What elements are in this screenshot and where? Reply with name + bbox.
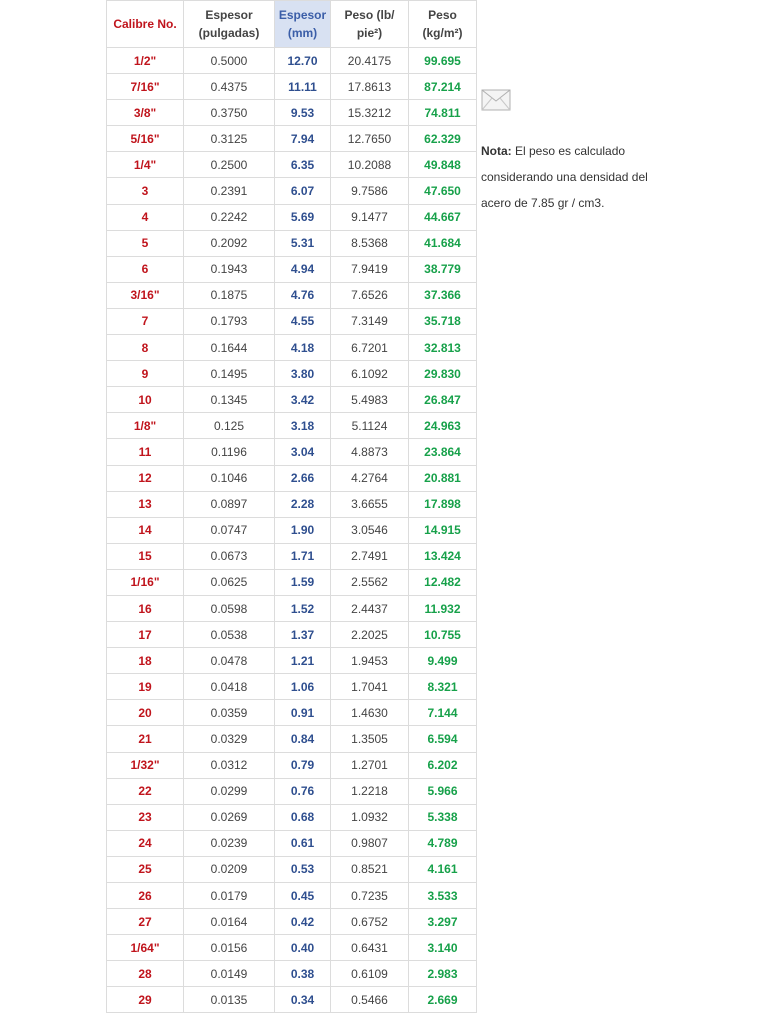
table-row bbox=[107, 126, 477, 152]
cell-weight-kg: 49.848 bbox=[409, 152, 477, 178]
cell-thickness-in: 0.1495 bbox=[184, 361, 275, 387]
cell-thickness-in: 0.1196 bbox=[184, 439, 275, 465]
cell-weight-lb: 5.4983 bbox=[331, 387, 409, 413]
cell-weight-kg: 47.650 bbox=[409, 178, 477, 204]
cell-weight-lb: 1.9453 bbox=[331, 648, 409, 674]
cell-weight-lb: 9.7586 bbox=[331, 178, 409, 204]
table-row bbox=[107, 595, 477, 621]
cell-weight-lb: 2.7491 bbox=[331, 543, 409, 569]
cell-gauge: 23 bbox=[107, 804, 184, 830]
cell-weight-lb: 17.8613 bbox=[331, 74, 409, 100]
cell-thickness-mm: 2.66 bbox=[275, 465, 331, 491]
cell-weight-kg: 87.214 bbox=[409, 74, 477, 100]
table-row bbox=[107, 517, 477, 543]
cell-gauge: 7 bbox=[107, 308, 184, 334]
cell-thickness-mm: 0.34 bbox=[275, 987, 331, 1013]
cell-weight-kg: 35.718 bbox=[409, 308, 477, 334]
cell-thickness-mm: 7.94 bbox=[275, 126, 331, 152]
cell-gauge: 1/2" bbox=[107, 48, 184, 74]
cell-thickness-in: 0.5000 bbox=[184, 48, 275, 74]
cell-weight-lb: 10.2088 bbox=[331, 152, 409, 178]
cell-thickness-mm: 0.53 bbox=[275, 856, 331, 882]
cell-thickness-mm: 1.59 bbox=[275, 569, 331, 595]
cell-weight-lb: 6.1092 bbox=[331, 361, 409, 387]
cell-thickness-in: 0.2391 bbox=[184, 178, 275, 204]
density-note bbox=[481, 138, 671, 216]
cell-thickness-in: 0.1644 bbox=[184, 335, 275, 361]
cell-thickness-mm: 9.53 bbox=[275, 100, 331, 126]
cell-gauge: 26 bbox=[107, 883, 184, 909]
cell-thickness-mm: 0.91 bbox=[275, 700, 331, 726]
cell-weight-lb: 7.3149 bbox=[331, 308, 409, 334]
header-thickness-in-line1: Espesor bbox=[205, 8, 253, 22]
table-row bbox=[107, 883, 477, 909]
cell-weight-kg: 26.847 bbox=[409, 387, 477, 413]
cell-thickness-in: 0.1345 bbox=[184, 387, 275, 413]
table-row bbox=[107, 335, 477, 361]
cell-weight-lb: 0.5466 bbox=[331, 987, 409, 1013]
cell-weight-lb: 4.8873 bbox=[331, 439, 409, 465]
cell-thickness-mm: 0.76 bbox=[275, 778, 331, 804]
cell-weight-kg: 17.898 bbox=[409, 491, 477, 517]
cell-weight-lb: 0.6752 bbox=[331, 909, 409, 935]
cell-thickness-in: 0.0269 bbox=[184, 804, 275, 830]
cell-weight-kg: 3.297 bbox=[409, 909, 477, 935]
table-row bbox=[107, 152, 477, 178]
table-row bbox=[107, 48, 477, 74]
cell-thickness-mm: 0.38 bbox=[275, 961, 331, 987]
cell-gauge: 18 bbox=[107, 648, 184, 674]
cell-weight-lb: 0.9807 bbox=[331, 830, 409, 856]
cell-thickness-in: 0.2092 bbox=[184, 230, 275, 256]
cell-thickness-in: 0.1793 bbox=[184, 308, 275, 334]
cell-weight-lb: 0.7235 bbox=[331, 883, 409, 909]
cell-gauge: 27 bbox=[107, 909, 184, 935]
cell-weight-lb: 2.2025 bbox=[331, 622, 409, 648]
cell-thickness-mm: 4.55 bbox=[275, 308, 331, 334]
cell-gauge: 3 bbox=[107, 178, 184, 204]
table-row bbox=[107, 230, 477, 256]
table-row bbox=[107, 569, 477, 595]
cell-thickness-mm: 1.71 bbox=[275, 543, 331, 569]
table-row bbox=[107, 700, 477, 726]
cell-weight-lb: 3.0546 bbox=[331, 517, 409, 543]
cell-gauge: 11 bbox=[107, 439, 184, 465]
cell-thickness-in: 0.0149 bbox=[184, 961, 275, 987]
table-row bbox=[107, 752, 477, 778]
table-row bbox=[107, 726, 477, 752]
cell-thickness-mm: 5.31 bbox=[275, 230, 331, 256]
table-row bbox=[107, 100, 477, 126]
cell-gauge: 25 bbox=[107, 856, 184, 882]
cell-thickness-mm: 0.45 bbox=[275, 883, 331, 909]
cell-gauge: 4 bbox=[107, 204, 184, 230]
cell-thickness-mm: 12.70 bbox=[275, 48, 331, 74]
mail-icon[interactable] bbox=[481, 89, 511, 111]
cell-weight-lb: 9.1477 bbox=[331, 204, 409, 230]
cell-weight-lb: 8.5368 bbox=[331, 230, 409, 256]
cell-thickness-mm: 1.21 bbox=[275, 648, 331, 674]
cell-thickness-mm: 1.37 bbox=[275, 622, 331, 648]
cell-weight-kg: 29.830 bbox=[409, 361, 477, 387]
cell-weight-lb: 5.1124 bbox=[331, 413, 409, 439]
cell-gauge: 1/64" bbox=[107, 935, 184, 961]
cell-weight-lb: 1.2701 bbox=[331, 752, 409, 778]
cell-gauge: 20 bbox=[107, 700, 184, 726]
cell-weight-kg: 2.669 bbox=[409, 987, 477, 1013]
cell-gauge: 12 bbox=[107, 465, 184, 491]
cell-weight-kg: 12.482 bbox=[409, 569, 477, 595]
table-row bbox=[107, 178, 477, 204]
cell-thickness-mm: 4.76 bbox=[275, 282, 331, 308]
header-weight-kg bbox=[409, 1, 477, 48]
cell-gauge: 17 bbox=[107, 622, 184, 648]
cell-weight-kg: 10.755 bbox=[409, 622, 477, 648]
cell-thickness-mm: 2.28 bbox=[275, 491, 331, 517]
table-row bbox=[107, 987, 477, 1013]
cell-thickness-in: 0.0598 bbox=[184, 595, 275, 621]
table-row bbox=[107, 674, 477, 700]
cell-weight-lb: 20.4175 bbox=[331, 48, 409, 74]
table-row bbox=[107, 622, 477, 648]
cell-gauge: 5/16" bbox=[107, 126, 184, 152]
cell-weight-kg: 74.811 bbox=[409, 100, 477, 126]
header-thickness-mm-line1: Espesor bbox=[278, 8, 327, 22]
cell-weight-kg: 14.915 bbox=[409, 517, 477, 543]
cell-gauge: 29 bbox=[107, 987, 184, 1013]
header-row bbox=[107, 1, 477, 48]
cell-weight-kg: 5.338 bbox=[409, 804, 477, 830]
cell-gauge: 1/8" bbox=[107, 413, 184, 439]
table-row bbox=[107, 256, 477, 282]
cell-thickness-mm: 0.84 bbox=[275, 726, 331, 752]
cell-weight-kg: 32.813 bbox=[409, 335, 477, 361]
header-thickness-mm-line2: (mm) bbox=[287, 26, 318, 40]
table-body bbox=[107, 48, 477, 1013]
cell-weight-lb: 4.2764 bbox=[331, 465, 409, 491]
cell-weight-kg: 37.366 bbox=[409, 282, 477, 308]
cell-weight-lb: 0.8521 bbox=[331, 856, 409, 882]
cell-thickness-in: 0.0299 bbox=[184, 778, 275, 804]
cell-weight-lb: 0.6431 bbox=[331, 935, 409, 961]
cell-thickness-in: 0.1046 bbox=[184, 465, 275, 491]
table-row bbox=[107, 439, 477, 465]
cell-gauge: 1/4" bbox=[107, 152, 184, 178]
cell-thickness-mm: 0.40 bbox=[275, 935, 331, 961]
cell-thickness-mm: 1.06 bbox=[275, 674, 331, 700]
cell-gauge: 13 bbox=[107, 491, 184, 517]
cell-weight-kg: 9.499 bbox=[409, 648, 477, 674]
cell-thickness-in: 0.1875 bbox=[184, 282, 275, 308]
table-row bbox=[107, 74, 477, 100]
cell-weight-kg: 20.881 bbox=[409, 465, 477, 491]
cell-weight-kg: 11.932 bbox=[409, 595, 477, 621]
cell-thickness-mm: 0.79 bbox=[275, 752, 331, 778]
cell-gauge: 6 bbox=[107, 256, 184, 282]
cell-thickness-in: 0.0164 bbox=[184, 909, 275, 935]
cell-thickness-mm: 6.35 bbox=[275, 152, 331, 178]
cell-thickness-in: 0.0538 bbox=[184, 622, 275, 648]
header-thickness-mm bbox=[275, 1, 331, 48]
header-gauge-label: Calibre No. bbox=[113, 17, 177, 31]
cell-thickness-in: 0.0673 bbox=[184, 543, 275, 569]
cell-gauge: 5 bbox=[107, 230, 184, 256]
cell-thickness-in: 0.0312 bbox=[184, 752, 275, 778]
cell-gauge: 7/16" bbox=[107, 74, 184, 100]
table-row bbox=[107, 909, 477, 935]
cell-gauge: 10 bbox=[107, 387, 184, 413]
table-row bbox=[107, 935, 477, 961]
cell-weight-kg: 2.983 bbox=[409, 961, 477, 987]
cell-thickness-mm: 3.42 bbox=[275, 387, 331, 413]
cell-weight-kg: 99.695 bbox=[409, 48, 477, 74]
cell-gauge: 3/8" bbox=[107, 100, 184, 126]
cell-thickness-mm: 3.80 bbox=[275, 361, 331, 387]
table-row bbox=[107, 387, 477, 413]
table-row bbox=[107, 543, 477, 569]
cell-weight-lb: 1.3505 bbox=[331, 726, 409, 752]
table-row bbox=[107, 491, 477, 517]
cell-weight-lb: 6.7201 bbox=[331, 335, 409, 361]
table-row bbox=[107, 282, 477, 308]
cell-thickness-in: 0.3125 bbox=[184, 126, 275, 152]
header-weight-kg-line1: Peso bbox=[428, 8, 457, 22]
table-row bbox=[107, 804, 477, 830]
cell-gauge: 1/16" bbox=[107, 569, 184, 595]
cell-gauge: 14 bbox=[107, 517, 184, 543]
cell-weight-lb: 1.7041 bbox=[331, 674, 409, 700]
cell-weight-kg: 6.594 bbox=[409, 726, 477, 752]
cell-thickness-in: 0.0897 bbox=[184, 491, 275, 517]
cell-gauge: 22 bbox=[107, 778, 184, 804]
cell-thickness-in: 0.0625 bbox=[184, 569, 275, 595]
cell-weight-kg: 3.140 bbox=[409, 935, 477, 961]
cell-weight-kg: 23.864 bbox=[409, 439, 477, 465]
header-thickness-in-line2: (pulgadas) bbox=[198, 26, 260, 40]
cell-weight-lb: 1.4630 bbox=[331, 700, 409, 726]
cell-weight-kg: 5.966 bbox=[409, 778, 477, 804]
cell-thickness-mm: 0.61 bbox=[275, 830, 331, 856]
cell-weight-kg: 4.161 bbox=[409, 856, 477, 882]
cell-thickness-in: 0.0156 bbox=[184, 935, 275, 961]
cell-weight-lb: 2.5562 bbox=[331, 569, 409, 595]
table-row bbox=[107, 856, 477, 882]
cell-gauge: 9 bbox=[107, 361, 184, 387]
cell-thickness-mm: 0.68 bbox=[275, 804, 331, 830]
cell-thickness-in: 0.0135 bbox=[184, 987, 275, 1013]
cell-gauge: 1/32" bbox=[107, 752, 184, 778]
cell-thickness-mm: 3.18 bbox=[275, 413, 331, 439]
cell-weight-kg: 41.684 bbox=[409, 230, 477, 256]
table-row bbox=[107, 648, 477, 674]
cell-thickness-mm: 1.90 bbox=[275, 517, 331, 543]
cell-weight-kg: 38.779 bbox=[409, 256, 477, 282]
header-weight-kg-line2: (kg/m²) bbox=[422, 26, 463, 40]
cell-weight-lb: 1.2218 bbox=[331, 778, 409, 804]
cell-thickness-in: 0.0359 bbox=[184, 700, 275, 726]
cell-thickness-mm: 0.42 bbox=[275, 909, 331, 935]
cell-weight-kg: 6.202 bbox=[409, 752, 477, 778]
cell-thickness-in: 0.2500 bbox=[184, 152, 275, 178]
cell-thickness-mm: 11.11 bbox=[275, 74, 331, 100]
table-row bbox=[107, 778, 477, 804]
cell-gauge: 16 bbox=[107, 595, 184, 621]
header-weight-lb bbox=[331, 1, 409, 48]
table-row bbox=[107, 830, 477, 856]
cell-thickness-in: 0.1943 bbox=[184, 256, 275, 282]
cell-weight-kg: 4.789 bbox=[409, 830, 477, 856]
table-row bbox=[107, 961, 477, 987]
cell-thickness-in: 0.4375 bbox=[184, 74, 275, 100]
header-gauge bbox=[107, 1, 184, 48]
cell-weight-lb: 3.6655 bbox=[331, 491, 409, 517]
cell-weight-lb: 15.3212 bbox=[331, 100, 409, 126]
cell-thickness-in: 0.0418 bbox=[184, 674, 275, 700]
cell-weight-kg: 3.533 bbox=[409, 883, 477, 909]
cell-weight-lb: 0.6109 bbox=[331, 961, 409, 987]
cell-thickness-mm: 5.69 bbox=[275, 204, 331, 230]
cell-thickness-in: 0.0478 bbox=[184, 648, 275, 674]
cell-thickness-in: 0.0329 bbox=[184, 726, 275, 752]
header-thickness-in bbox=[184, 1, 275, 48]
cell-weight-lb: 7.6526 bbox=[331, 282, 409, 308]
cell-thickness-mm: 6.07 bbox=[275, 178, 331, 204]
table-row bbox=[107, 204, 477, 230]
cell-weight-kg: 62.329 bbox=[409, 126, 477, 152]
cell-weight-kg: 7.144 bbox=[409, 700, 477, 726]
cell-thickness-in: 0.0239 bbox=[184, 830, 275, 856]
header-weight-lb-line1: Peso (lb/ bbox=[344, 8, 395, 22]
note-label: Nota: bbox=[481, 144, 512, 158]
cell-gauge: 21 bbox=[107, 726, 184, 752]
cell-weight-kg: 8.321 bbox=[409, 674, 477, 700]
cell-weight-kg: 24.963 bbox=[409, 413, 477, 439]
cell-thickness-mm: 4.18 bbox=[275, 335, 331, 361]
cell-thickness-in: 0.125 bbox=[184, 413, 275, 439]
cell-weight-kg: 44.667 bbox=[409, 204, 477, 230]
cell-gauge: 24 bbox=[107, 830, 184, 856]
header-weight-lb-line2: pie²) bbox=[356, 26, 383, 40]
cell-weight-lb: 12.7650 bbox=[331, 126, 409, 152]
cell-weight-lb: 1.0932 bbox=[331, 804, 409, 830]
cell-gauge: 28 bbox=[107, 961, 184, 987]
cell-thickness-mm: 1.52 bbox=[275, 595, 331, 621]
cell-gauge: 15 bbox=[107, 543, 184, 569]
note-text: El peso es calculado considerando una densidad del acero de 7.85 gr / cm3. bbox=[481, 144, 648, 210]
cell-weight-lb: 7.9419 bbox=[331, 256, 409, 282]
cell-thickness-in: 0.0747 bbox=[184, 517, 275, 543]
cell-thickness-in: 0.0179 bbox=[184, 883, 275, 909]
table-row bbox=[107, 465, 477, 491]
cell-weight-kg: 13.424 bbox=[409, 543, 477, 569]
cell-thickness-in: 0.3750 bbox=[184, 100, 275, 126]
cell-gauge: 8 bbox=[107, 335, 184, 361]
cell-gauge: 3/16" bbox=[107, 282, 184, 308]
cell-thickness-mm: 4.94 bbox=[275, 256, 331, 282]
table-row bbox=[107, 308, 477, 334]
cell-weight-lb: 2.4437 bbox=[331, 595, 409, 621]
table-row bbox=[107, 361, 477, 387]
table-row bbox=[107, 413, 477, 439]
gauge-table bbox=[106, 0, 477, 1013]
cell-thickness-mm: 3.04 bbox=[275, 439, 331, 465]
cell-thickness-in: 0.2242 bbox=[184, 204, 275, 230]
cell-thickness-in: 0.0209 bbox=[184, 856, 275, 882]
cell-gauge: 19 bbox=[107, 674, 184, 700]
